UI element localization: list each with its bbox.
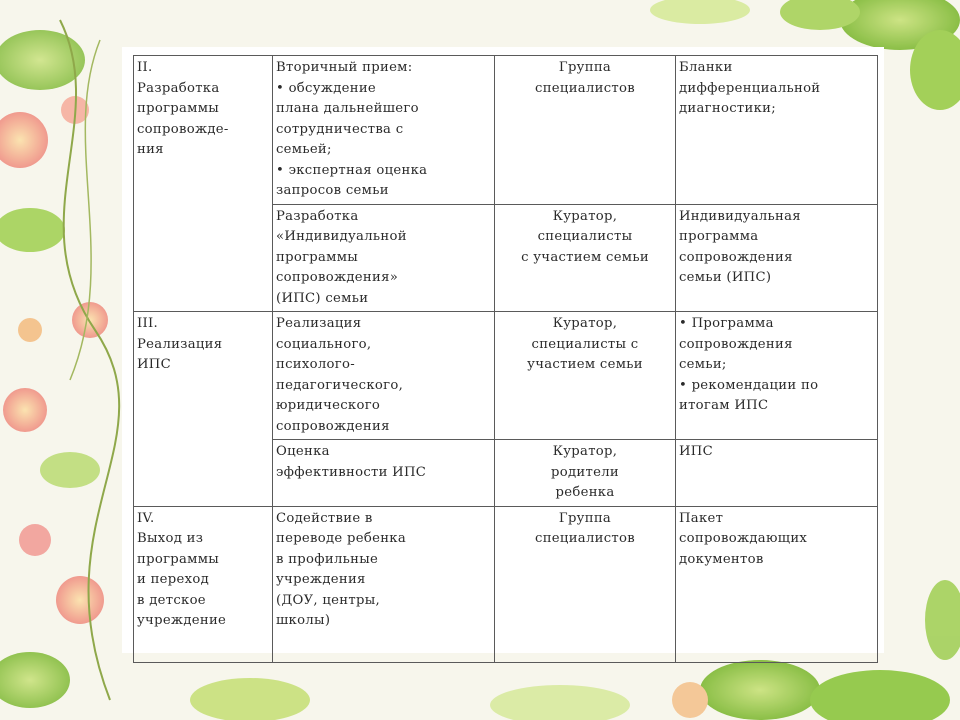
stage-cell: IV. Выход из программы и переход в детское учреждение	[134, 506, 273, 662]
activity-cell: Оценка эффективности ИПС	[273, 440, 495, 507]
responsible-cell: Куратор, родители ребенка	[495, 440, 676, 507]
table-row	[134, 506, 878, 662]
responsible-cell: Куратор, специалисты с участием семьи	[495, 312, 676, 440]
result-cell: Индивидуальная программа сопровождения семьи (ИПС)	[676, 204, 878, 312]
flower-vine-left	[0, 20, 119, 708]
result-cell: • Программа сопровождения семьи; • рекомендации по итогам ИПС	[676, 312, 878, 440]
stage-cell: II. Разработка программы сопровожде- ния	[134, 56, 273, 312]
table-row	[134, 56, 878, 205]
support-program-table	[133, 55, 878, 663]
table-row	[134, 312, 878, 440]
activity-cell: Разработка «Индивидуальной программы сопровождения» (ИПС) семьи	[273, 204, 495, 312]
responsible-cell: Группа специалистов	[495, 506, 676, 662]
activity-cell: Вторичный прием: • обсуждение плана дальнейшего сотрудничества с семьей; • экспертная оценка запросов семьи	[273, 56, 495, 205]
result-cell: Бланки дифференциальной диагностики;	[676, 56, 878, 205]
result-cell: Пакет сопровождающих документов	[676, 506, 878, 662]
stage-cell: III. Реализация ИПС	[134, 312, 273, 507]
activity-cell: Содействие в переводе ребенка в профильные учреждения (ДОУ, центры, школы)	[273, 506, 495, 662]
responsible-cell: Группа специалистов	[495, 56, 676, 205]
result-cell: ИПС	[676, 440, 878, 507]
activity-cell: Реализация социального, психолого- педагогического, юридического сопровождения	[273, 312, 495, 440]
responsible-cell: Куратор, специалисты с участием семьи	[495, 204, 676, 312]
